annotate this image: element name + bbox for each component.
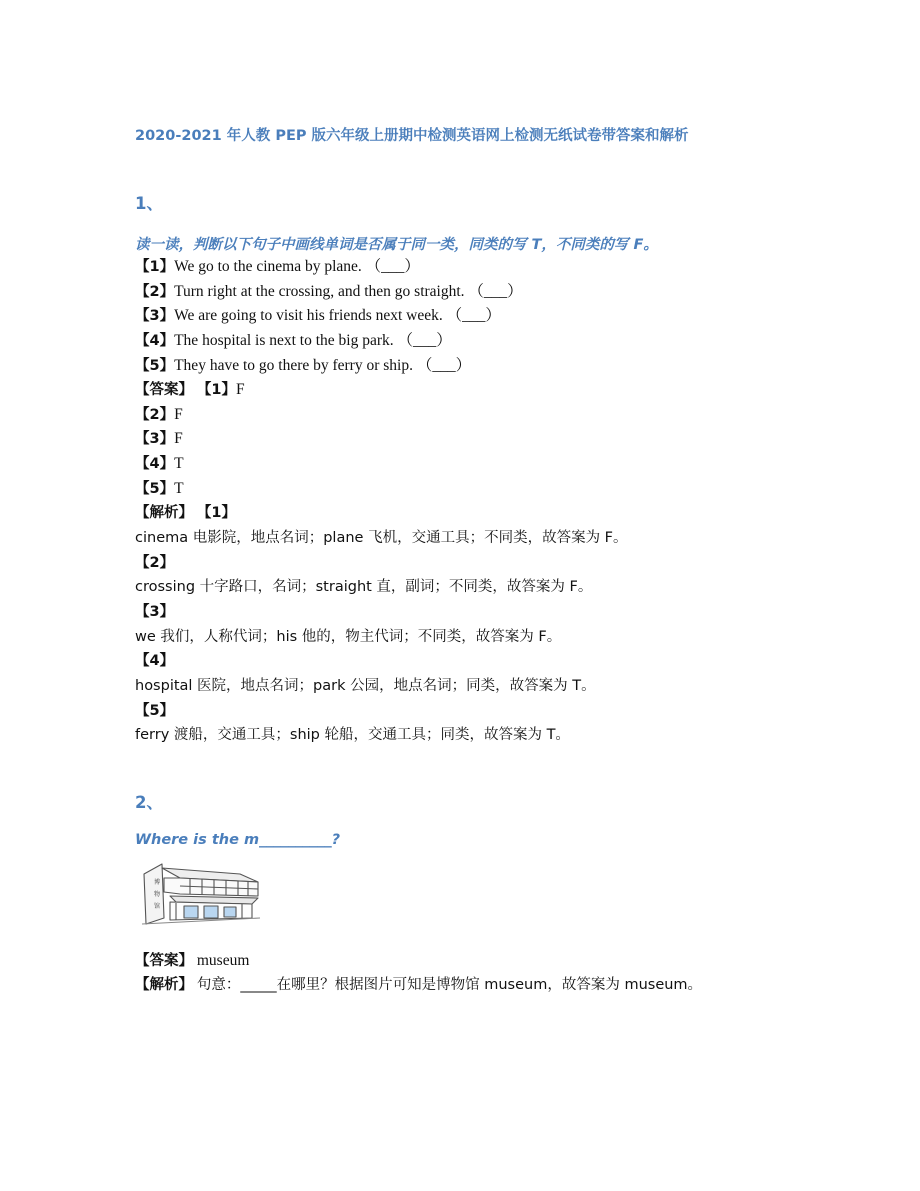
- q2-answer: [135, 951, 249, 971]
- question-2-number: 2、: [135, 793, 163, 812]
- q1-analysis-3: we 我们，人称代词；his 他的，物主代词；不同类，故答案为 F。: [135, 629, 562, 645]
- q1-answer-3: [135, 429, 183, 449]
- item-text: We go to the cinema by plane. （___）: [174, 258, 420, 275]
- museum-sign-1: 博: [154, 879, 161, 886]
- q1-item-1: [135, 257, 420, 277]
- q1-analysis-5: ferry 渡船，交通工具；ship 轮船，交通工具；同类，故答案为 T。: [135, 727, 570, 743]
- answer-marker: 【2】: [135, 407, 175, 423]
- answer-tag: 【答案】: [135, 382, 193, 398]
- item-marker: 【5】: [135, 358, 175, 374]
- q1-answer-4: [135, 454, 184, 474]
- museum-sign-3: 馆: [154, 903, 161, 910]
- q1-item-5: [135, 356, 471, 376]
- q1-analysis-marker-4: 【4】: [135, 653, 175, 669]
- museum-sign-2: 物: [154, 891, 161, 898]
- answer-tag: 【答案】: [135, 953, 193, 969]
- analysis-tag: 【解析】: [135, 977, 193, 993]
- item-marker: 【3】: [135, 308, 175, 324]
- answer-marker: 【5】: [135, 481, 175, 497]
- item-marker: 【1】: [135, 259, 175, 275]
- analysis-marker: 【1】: [196, 505, 236, 521]
- item-text: They have to go there by ferry or ship. （___）: [174, 357, 472, 374]
- answer-marker: 【1】: [196, 382, 236, 398]
- q1-item-4: [135, 331, 452, 351]
- answer-value: museum: [196, 952, 250, 969]
- analysis-text: 句意：_____在哪里？根据图片可知是博物馆 museum，故答案为 museum。: [196, 977, 703, 993]
- answer-marker: 【4】: [135, 456, 175, 472]
- analysis-tag: 【解析】: [135, 505, 193, 521]
- item-marker: 【2】: [135, 284, 175, 300]
- q1-item-3: [135, 306, 501, 326]
- q1-analysis-4: hospital 医院，地点名词；park 公园，地点名词；同类，故答案为 T。: [135, 678, 596, 694]
- q1-analysis-marker-3: 【3】: [135, 604, 175, 620]
- q1-analysis-2: crossing 十字路口，名词；straight 直，副词；不同类，故答案为 F。: [135, 579, 593, 595]
- q1-item-2: [135, 282, 523, 302]
- question-1-instruction: 读一读，判断以下句子中画线单词是否属于同一类，同类的写 T，不同类的写 F。: [135, 237, 658, 253]
- museum-building-image: [140, 860, 262, 928]
- q1-analysis-1: cinema 电影院，地点名词；plane 飞机，交通工具；不同类，故答案为 F。: [135, 530, 628, 546]
- q1-answer-5: [135, 479, 184, 499]
- item-text: The hospital is next to the big park. （___）: [174, 332, 452, 349]
- answer-value: T: [174, 455, 184, 472]
- q1-analysis-header: [135, 503, 236, 523]
- q1-answer-2: [135, 405, 183, 425]
- answer-value: F: [174, 406, 183, 423]
- answer-value: T: [174, 480, 184, 497]
- answer-value: F: [235, 381, 245, 398]
- q1-answer-1: [135, 380, 245, 400]
- q1-analysis-marker-2: 【2】: [135, 555, 175, 571]
- q1-analysis-marker-5: 【5】: [135, 703, 175, 719]
- item-text: Turn right at the crossing, and then go straight. （___）: [174, 283, 523, 300]
- question-1-number: 1、: [135, 194, 163, 213]
- answer-value: F: [174, 430, 183, 447]
- answer-marker: 【3】: [135, 431, 175, 447]
- item-text: We are going to visit his friends next week. （___）: [174, 307, 501, 324]
- question-2-prompt: Where is the m__________?: [135, 832, 340, 848]
- item-marker: 【4】: [135, 333, 175, 349]
- q2-analysis: [135, 975, 702, 995]
- document-title: 2020-2021 年人教 PEP 版六年级上册期中检测英语网上检测无纸试卷带答案和解析: [135, 128, 689, 144]
